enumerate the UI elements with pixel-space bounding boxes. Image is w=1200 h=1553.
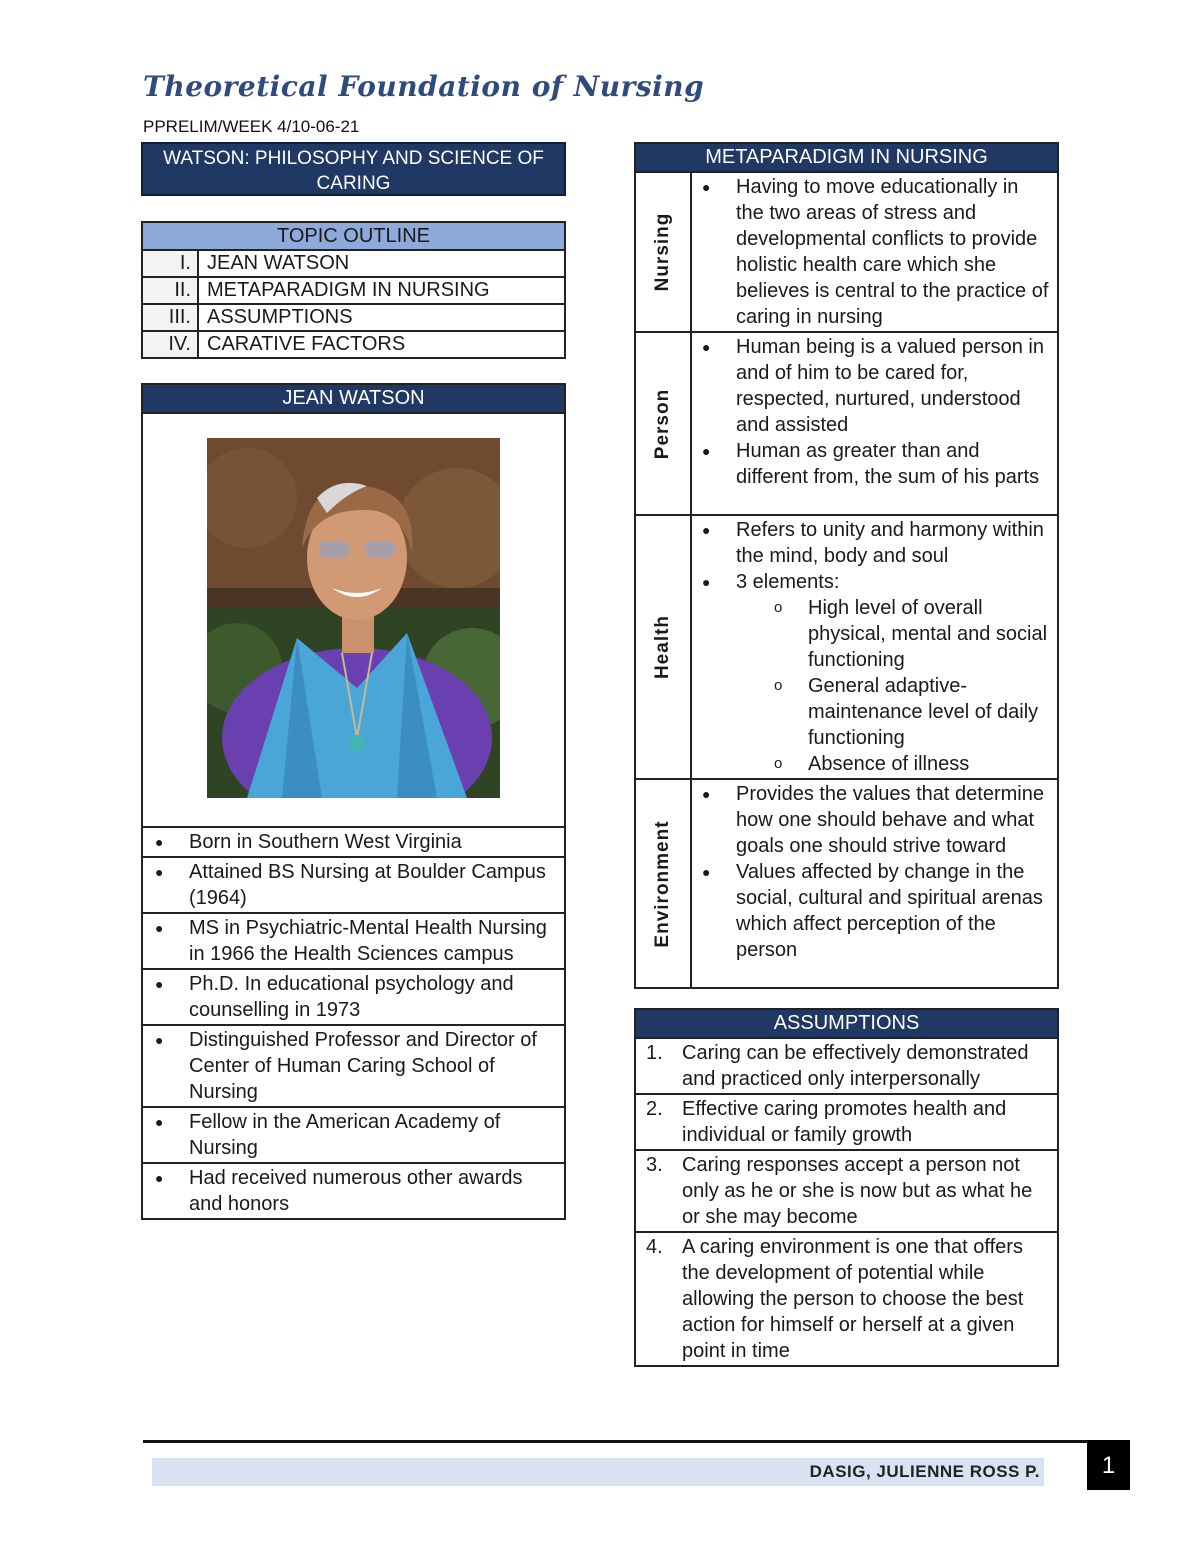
fact-text: MS in Psychiatric-Mental Health Nursing in 1966 the Health Sciences campus: [189, 917, 547, 965]
portrait-photo: [207, 438, 500, 798]
row-content: [691, 779, 1058, 988]
fact-text: Had received numerous other awards and honors: [189, 1167, 523, 1215]
portrait-illustration: [207, 438, 500, 798]
fact-text: Born in Southern West Virginia: [189, 831, 462, 853]
sub-bullet-text: Absence of illness: [808, 753, 970, 775]
bullet-icon: ●: [155, 864, 164, 880]
fact-text: Attained BS Nursing at Boulder Campus (1964): [189, 861, 546, 909]
table-row: [142, 277, 565, 304]
bullet-icon: ●: [155, 1170, 164, 1186]
sub-bullet-icon: o: [774, 599, 783, 616]
sub-bullet-text: High level of overall physical, mental and social functioning: [808, 597, 1048, 671]
list-item: [142, 1163, 565, 1219]
jean-watson-header: JEAN WATSON: [142, 384, 565, 413]
list-item: [635, 1150, 1058, 1232]
bullet-icon: ●: [702, 339, 711, 355]
item-text: Effective caring promotes health and individual or family growth: [682, 1098, 1007, 1146]
row-label-nursing: Nursing: [652, 212, 673, 292]
sub-bullet-icon: o: [774, 755, 783, 772]
table-row: [635, 332, 1058, 515]
bullet-icon: ●: [702, 522, 711, 538]
outline-number: IV.: [142, 331, 198, 358]
table-row: [635, 779, 1058, 988]
list-item: [142, 969, 565, 1025]
bullet-icon: ●: [155, 1114, 164, 1130]
bullet-text: Human being is a valued person in and of him to be cared for, respected, nurtured, understood and assisted: [736, 336, 1044, 436]
row-label-person: Person: [652, 388, 673, 459]
bullet-text: 3 elements:: [736, 571, 840, 593]
fact-text: Fellow in the American Academy of Nursing: [189, 1111, 501, 1159]
list-item: [142, 827, 565, 857]
row-label-environment: Environment: [652, 819, 673, 948]
metaparadigm-table: [634, 142, 1059, 989]
table-row: [635, 515, 1058, 779]
list-item: [635, 1094, 1058, 1150]
list-item: [635, 1038, 1058, 1094]
bullet-text: Refers to unity and harmony within the mind, body and soul: [736, 519, 1044, 567]
row-content: [691, 172, 1058, 332]
outline-number: II.: [142, 277, 198, 304]
outline-label: CARATIVE FACTORS: [198, 331, 565, 358]
list-item: [142, 857, 565, 913]
document-subtitle: PPRELIM/WEEK 4/10-06-21: [143, 117, 360, 136]
section-header: WATSON: PHILOSOPHY AND SCIENCE OF CARING: [141, 142, 566, 196]
outline-number: I.: [142, 250, 198, 277]
outline-label: METAPARADIGM IN NURSING: [198, 277, 565, 304]
item-text: Caring can be effectively demonstrated and practiced only interpersonally: [682, 1042, 1029, 1090]
item-number: 1.: [646, 1042, 663, 1064]
metaparadigm-header: METAPARADIGM IN NURSING: [635, 143, 1058, 172]
outline-label: JEAN WATSON: [198, 250, 565, 277]
item-number: 4.: [646, 1236, 663, 1258]
bullet-icon: ●: [702, 786, 711, 802]
item-number: 2.: [646, 1098, 663, 1120]
table-row: [142, 331, 565, 358]
bullet-text: Values affected by change in the social, cultural and spiritual arenas which affect perception of the person: [736, 861, 1043, 961]
outline-label: ASSUMPTIONS: [198, 304, 565, 331]
table-row: [142, 250, 565, 277]
bullet-text: Human as greater than and different from, the sum of his parts: [736, 440, 1040, 488]
topic-outline-header: TOPIC OUTLINE: [142, 222, 565, 250]
bullet-text: Having to move educationally in the two areas of stress and developmental conflicts to provide holistic health care which she believes is central to the practice of caring in nursing: [736, 176, 1049, 328]
bullet-icon: ●: [155, 920, 164, 936]
footer-author: DASIG, JULIENNE ROSS P.: [809, 1462, 1040, 1481]
footer-divider: [143, 1440, 1130, 1443]
table-row: [142, 304, 565, 331]
jean-watson-table: [141, 383, 566, 1220]
bullet-icon: ●: [702, 864, 711, 880]
topic-outline-table: [141, 221, 566, 359]
bullet-icon: ●: [702, 443, 711, 459]
fact-text: Distinguished Professor and Director of Center of Human Caring School of Nursing: [189, 1029, 537, 1103]
item-text: A caring environment is one that offers the development of potential while allowing the person to choose the best action for himself or herself at a given point in time: [682, 1236, 1024, 1362]
bullet-icon: ●: [702, 179, 711, 195]
item-text: Caring responses accept a person not only as he or she is now but as what he or she may become: [682, 1154, 1033, 1228]
sub-bullet-icon: o: [774, 677, 783, 694]
bullet-icon: ●: [155, 1032, 164, 1048]
list-item: [635, 1232, 1058, 1366]
bullet-icon: ●: [702, 574, 711, 590]
list-item: [142, 913, 565, 969]
row-label-health: Health: [652, 614, 673, 680]
document-title: Theoretical Foundation of Nursing: [143, 70, 705, 103]
assumptions-header: ASSUMPTIONS: [635, 1009, 1058, 1038]
page-number: 1: [1087, 1440, 1130, 1490]
list-item: [142, 1107, 565, 1163]
row-content: [691, 515, 1058, 779]
fact-text: Ph.D. In educational psychology and counselling in 1973: [189, 973, 514, 1021]
bullet-icon: ●: [155, 834, 164, 850]
list-item: [142, 1025, 565, 1107]
row-label-cell: [635, 779, 691, 988]
outline-number: III.: [142, 304, 198, 331]
table-row: [635, 172, 1058, 332]
row-content: [691, 332, 1058, 515]
bullet-text: Provides the values that determine how one should behave and what goals one should strive toward: [736, 783, 1044, 857]
row-label-cell: [635, 515, 691, 779]
row-label-cell: [635, 172, 691, 332]
item-number: 3.: [646, 1154, 663, 1176]
assumptions-table: [634, 1008, 1059, 1367]
row-label-cell: [635, 332, 691, 515]
sub-bullet-text: General adaptive-maintenance level of daily functioning: [808, 675, 1039, 749]
bullet-icon: ●: [155, 976, 164, 992]
photo-cell: [142, 413, 565, 827]
